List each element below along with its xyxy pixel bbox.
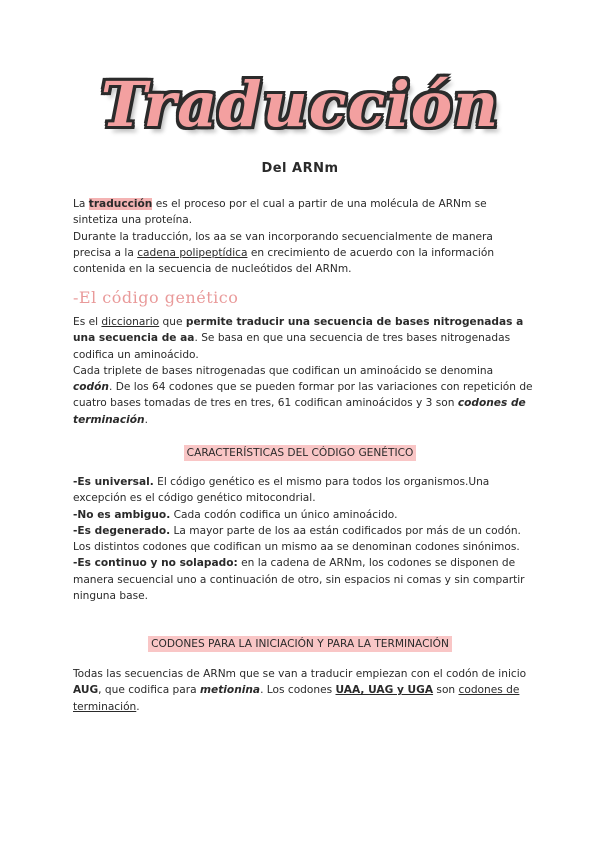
text: , que codifica para bbox=[98, 684, 200, 697]
bold-text: -No es ambiguo. bbox=[73, 508, 171, 521]
bold-underlined-text: UAA, UAG y UGA bbox=[335, 684, 434, 697]
bold-italic-text: metionina bbox=[200, 684, 261, 697]
bold-text: -Es universal. bbox=[73, 476, 154, 488]
text: que bbox=[159, 316, 186, 328]
text: Cada triplete de bases nitrogenadas que codifican un aminoácido se denomina bbox=[73, 364, 494, 377]
intro-paragraph-1 bbox=[73, 196, 533, 229]
codones-text bbox=[73, 666, 533, 715]
bold-text: AUG bbox=[73, 684, 99, 697]
heading-text: CARACTERÍSTICAS DEL CÓDIGO GENÉTICO bbox=[184, 445, 417, 461]
text: es el proceso por el cual a partir de una molécula de ARNm se sintetiza una proteína. bbox=[73, 198, 487, 227]
text: en la cadena de ARNm, los codones se disponen de manera secuencial uno a continuación de otro, sin espacios ni comas y sin compartir ninguna base. bbox=[73, 557, 525, 603]
text: en crecimiento de acuerdo con la información contenida en la secuencia de nucleótidos del ARNm. bbox=[73, 246, 495, 276]
page-title: Traducción bbox=[100, 68, 500, 141]
text: La bbox=[73, 198, 89, 210]
codigo-genetico-text bbox=[73, 314, 533, 428]
text: . Los codones bbox=[260, 684, 336, 697]
highlight-traduccion: traducción bbox=[88, 198, 153, 210]
text: La mayor parte de los aa están codificados por más de un codón. Los distintos codones que codifican un mismo aa se denominan codones sinónimos. bbox=[73, 524, 521, 554]
page-subtitle: Del ARNm bbox=[261, 161, 339, 176]
list-item bbox=[73, 507, 533, 523]
section-heading-codigo-genetico: -El código genético bbox=[73, 288, 239, 307]
intro-paragraph-2 bbox=[73, 229, 533, 278]
underlined-term: diccionario bbox=[101, 316, 160, 328]
list-item bbox=[73, 523, 533, 556]
codigo-paragraph-2 bbox=[73, 363, 533, 428]
text: . bbox=[144, 413, 148, 426]
bold-text: permite traducir una secuencia de bases nitrogenadas a una secuencia de aa bbox=[73, 316, 524, 345]
text: son bbox=[433, 684, 459, 697]
heading-text: CODONES PARA LA INICIACIÓN Y PARA LA TERMINACIÓN bbox=[148, 636, 452, 652]
caracteristicas-list bbox=[73, 474, 533, 604]
heading-codones bbox=[0, 638, 600, 650]
codigo-paragraph-1 bbox=[73, 314, 533, 363]
text: Cada codón codifica un único aminoácido. bbox=[170, 508, 398, 521]
bold-italic-text: codón bbox=[73, 381, 109, 394]
text: Durante la traducción, los aa se van incorporando secuencialmente de manera precisa a la bbox=[73, 230, 493, 259]
bold-italic-text: codones de terminación bbox=[73, 397, 526, 426]
intro-text bbox=[73, 196, 533, 277]
bold-text: -Es continuo y no solapado: bbox=[73, 557, 238, 570]
list-item bbox=[73, 555, 533, 604]
text: . De los 64 codones que se pueden formar por las variaciones con repetición de cuatro bases tomadas de tres en tres, 61 codifican aminoácidos y 3 son bbox=[73, 381, 533, 410]
codones-paragraph bbox=[73, 666, 533, 715]
text: Es el bbox=[73, 316, 102, 328]
bold-text: -Es degenerado. bbox=[73, 524, 171, 537]
underlined-term: cadena polipeptídica bbox=[137, 246, 248, 259]
underlined-term: codones de terminación bbox=[73, 684, 520, 713]
list-item bbox=[73, 474, 533, 507]
heading-caracteristicas bbox=[0, 447, 600, 459]
text: . Se basa en que una secuencia de tres bases nitrogenadas codifica un aminoácido. bbox=[73, 332, 511, 361]
text: . bbox=[136, 700, 140, 713]
text: Todas las secuencias de ARNm que se van a traducir empiezan con el codón de inicio bbox=[73, 668, 527, 680]
text: El código genético es el mismo para todos los organismos.Una excepción es el código genético mitocondrial. bbox=[73, 476, 490, 505]
